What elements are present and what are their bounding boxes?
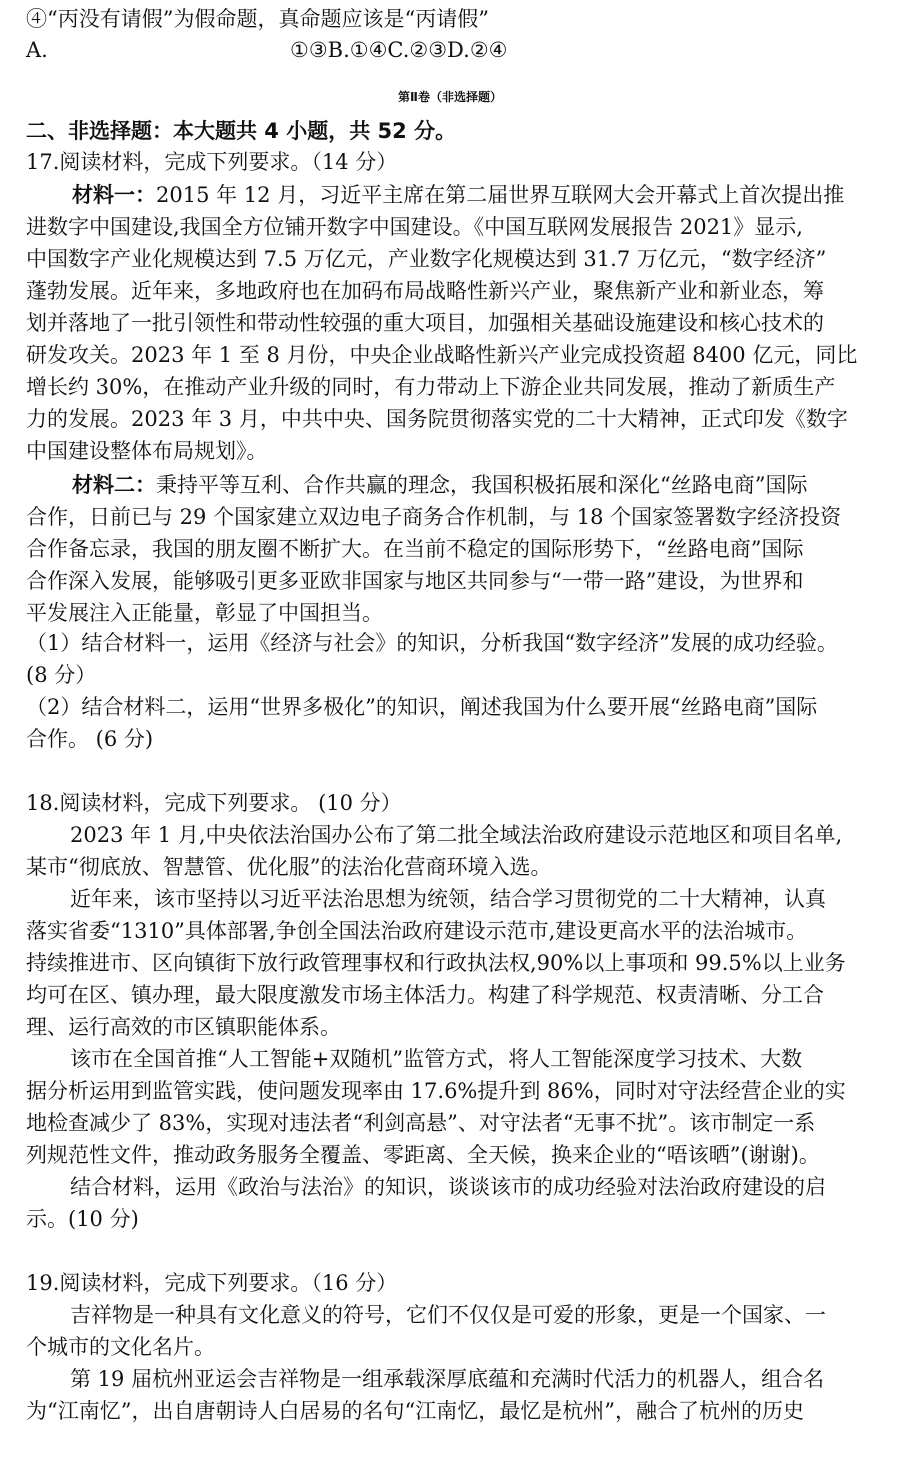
q17-material1-line: 力的发展。2023 年 3 月，中共中央、国务院贯彻落实党的二十大精神，正式印发《数字 <box>26 407 848 431</box>
q17-material1-line: 中国建设整体布局规划》。 <box>26 439 268 463</box>
q17-subquestion-2-score: 合作。 (6 分) <box>26 727 154 751</box>
q19-stem: 19.阅读材料，完成下列要求。（16 分） <box>26 1271 398 1295</box>
q19-text-line: 吉祥物是一种具有文化意义的符号，它们不仅仅是可爱的形象，更是一个国家、一 <box>70 1303 826 1327</box>
q18-text-line: 列规范性文件，推动政务服务全覆盖、零距离、全天候，换来企业的“唔该晒”(谢谢)。 <box>26 1143 820 1167</box>
q17-material2-line: 合作，日前已与 29 个国家建立双边电子商务合作机制，与 18 个国家签署数字经济投资 <box>26 505 842 529</box>
q18-stem: 18.阅读材料，完成下列要求。 (10 分） <box>26 791 402 815</box>
material2-text: 秉持平等互利、合作共赢的理念，我国积极拓展和深化“丝路电商”国际 <box>156 473 808 497</box>
q18-text-line: 该市在全国首推“人工智能+双随机”监管方式，将人工智能深度学习技术、大数 <box>70 1047 803 1071</box>
q17-stem: 17.阅读材料，完成下列要求。（14 分） <box>26 150 398 174</box>
material2-label: 材料二： <box>72 473 156 497</box>
q17-material1-line: 进数字中国建设,我国全方位铺开数字中国建设。《中国互联网发展报告 2021》显示, <box>26 215 803 239</box>
q17-material1-line: 蓬勃发展。近年来，多地政府也在加码布局战略性新兴产业，聚焦新产业和新业态，筹 <box>26 279 824 303</box>
q17-material2-line <box>72 470 880 500</box>
q17-material1-line <box>72 180 880 210</box>
q18-text-line: 均可在区、镇办理，最大限度激发市场主体活力。构建了科学规范、权责清晰、分工合 <box>26 983 824 1007</box>
q19-text-line: 为“江南忆”，出自唐朝诗人白居易的名句“江南忆，最忆是杭州”，融合了杭州的历史 <box>26 1399 804 1423</box>
q17-material2-line: 平发展注入正能量，彰显了中国担当。 <box>26 601 383 625</box>
q18-text-line: 地检查减少了 83%，实现对违法者“利剑高悬”、对守法者“无事不扰”。该市制定一系 <box>26 1111 816 1135</box>
q17-material2-line: 合作深入发展，能够吸引更多亚欧非国家与地区共同参与“一带一路”建设，为世界和 <box>26 569 804 593</box>
q17-subquestion-2: （2）结合材料二，运用“世界多极化”的知识，阐述我国为什么要开展“丝路电商”国际 <box>26 695 818 719</box>
q18-text-line: 近年来，该市坚持以习近平法治思想为统领，结合学习贯彻党的二十大精神，认真 <box>70 887 826 911</box>
q18-text-line: 某市“彻底放、智慧管、优化服”的法治化营商环境入选。 <box>26 855 552 879</box>
q18-text-line: 据分析运用到监管实践，使问题发现率由 17.6%提升到 86%，同时对守法经营企业的实 <box>26 1079 846 1103</box>
q17-material2-line: 合作备忘录，我国的朋友圈不断扩大。在当前不稳定的国际形势下，“丝路电商”国际 <box>26 537 804 561</box>
q17-subquestion-1: （1）结合材料一，运用《经济与社会》的知识，分析我国“数字经济”发展的成功经验。 <box>26 631 838 655</box>
q17-material1-line: 划并落地了一批引领性和带动性较强的重大项目，加强相关基础设施建设和核心技术的 <box>26 311 824 335</box>
section-title: 第Ⅱ卷（非选择题） <box>398 90 502 104</box>
q17-material1-line: 中国数字产业化规模达到 7.5 万亿元，产业数字化规模达到 31.7 万亿元，“数字经济” <box>26 247 827 271</box>
q18-text-line: 结合材料，运用《政治与法治》的知识，谈谈该市的成功经验对法治政府建设的启 <box>70 1175 826 1199</box>
q17-subquestion-1-score: (8 分） <box>26 663 97 687</box>
option-item-4: ④“丙没有请假”为假命题，真命题应该是“丙请假” <box>26 7 489 31</box>
material1-label: 材料一： <box>72 183 156 207</box>
section-heading: 二、非选择题：本大题共 4 小题，共 52 分。 <box>26 119 457 143</box>
q18-text-line: 2023 年 1 月,中央依法治国办公布了第二批全域法治政府建设示范地区和项目名单, <box>70 823 843 847</box>
q19-text-line: 个城市的文化名片。 <box>26 1335 215 1359</box>
material1-text: 2015 年 12 月，习近平主席在第二届世界互联网大会开幕式上首次提出推 <box>156 183 845 207</box>
q18-text-line: 理、运行高效的市区镇职能体系。 <box>26 1015 341 1039</box>
q17-material1-line: 研发攻关。2023 年 1 至 8 月份，中央企业战略性新兴产业完成投资超 8400 亿元，同比 <box>26 343 858 367</box>
q18-text-line: 示。(10 分) <box>26 1207 139 1231</box>
q19-text-line: 第 19 届杭州亚运会吉祥物是一组承载深厚底蕴和充满时代活力的机器人，组合名 <box>70 1367 825 1391</box>
answer-prefix: A. <box>26 38 48 62</box>
q18-text-line: 持续推进市、区向镇街下放行政管理事权和行政执法权,90%以上事项和 99.5%以上业务 <box>26 951 846 975</box>
q17-material1-line: 增长约 30%，在推动产业升级的同时，有力带动上下游企业共同发展，推动了新质生产 <box>26 375 836 399</box>
q18-text-line: 落实省委“1310”具体部署,争创全国法治政府建设示范市,建设更高水平的法治城市。 <box>26 919 808 943</box>
answer-options: ①③B.①④C.②③D.②④ <box>290 38 508 62</box>
